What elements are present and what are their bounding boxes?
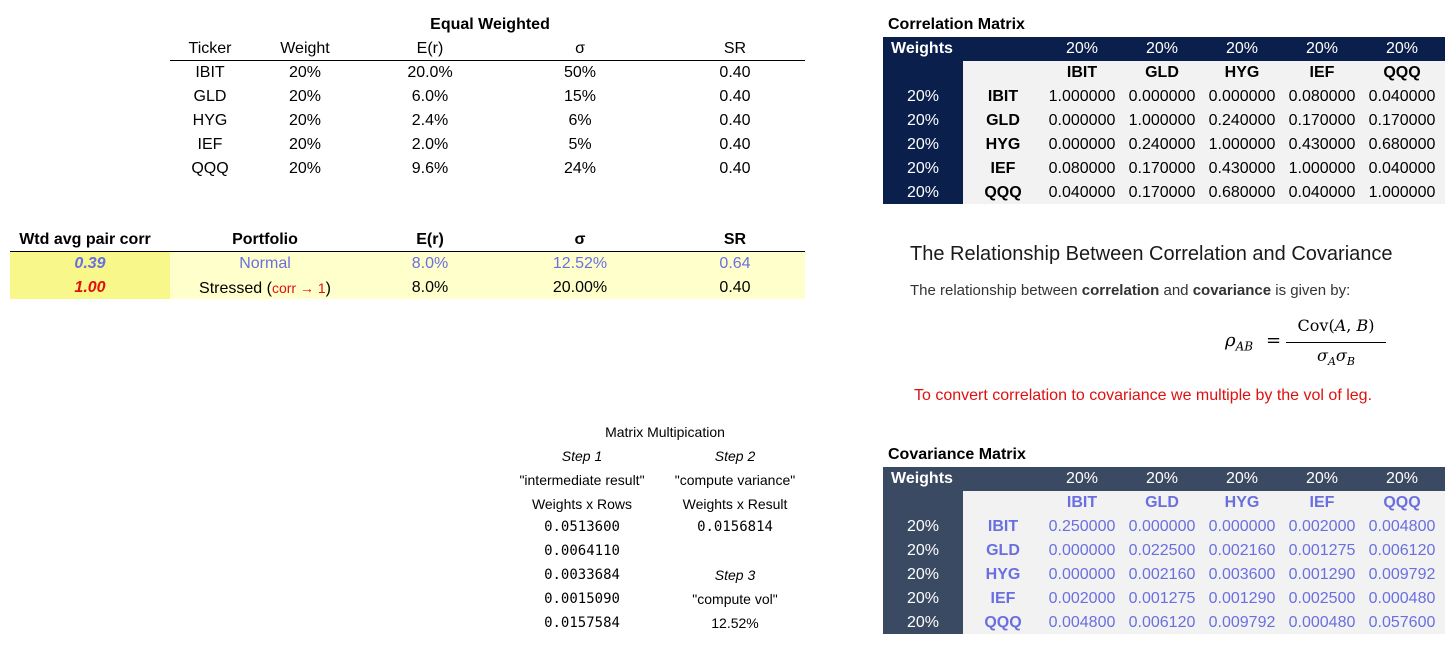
ew-cell-ticker: IBIT xyxy=(195,64,225,81)
ew-cell-er: 9.6% xyxy=(411,160,449,177)
row-ticker-ibit: IBIT xyxy=(987,88,1019,105)
matrix-cell: 0.000000 xyxy=(1048,112,1116,129)
matrix-cell: 0.002160 xyxy=(1208,542,1276,559)
correlation-formula xyxy=(1222,316,1392,372)
matrix-cell: 0.002160 xyxy=(1128,566,1196,583)
matrix-cell: 0.001275 xyxy=(1128,590,1196,607)
ew-cell-sr: 0.40 xyxy=(719,160,751,177)
explanation-text-post: is given by: xyxy=(1271,282,1351,299)
ew-cell-sigma: 15% xyxy=(563,88,597,105)
col-ticker-gld: GLD xyxy=(1145,494,1179,511)
ew-cell-ticker: IEF xyxy=(197,136,223,153)
row-weight: 20% xyxy=(906,566,940,583)
matrix-cell: 1.000000 xyxy=(1048,88,1116,105)
matrix-cell: 0.022500 xyxy=(1128,542,1196,559)
matrix-cell: 1.000000 xyxy=(1208,136,1276,153)
col-header-sigma-2: σ xyxy=(574,231,586,248)
normal-corr: 0.39 xyxy=(74,255,106,272)
stressed-er: 8.0% xyxy=(411,279,449,296)
col-header-er: E(r) xyxy=(416,40,444,57)
ew-cell-sigma: 24% xyxy=(563,160,597,177)
matrix-cell: 0.004800 xyxy=(1368,518,1436,535)
row-ticker-qqq: QQQ xyxy=(984,614,1022,631)
mm-step1-sub: Weights x Rows xyxy=(531,496,633,512)
mm-step1-value: 0.0157584 xyxy=(544,615,620,631)
row-ticker-qqq: QQQ xyxy=(984,184,1022,201)
matrix-cell: 0.680000 xyxy=(1368,136,1436,153)
mm-step3: Step 3 xyxy=(714,567,756,583)
formula-fraction-bar xyxy=(1286,342,1386,343)
matrix-cell: 1.000000 xyxy=(1368,184,1436,201)
col-header-er-2: E(r) xyxy=(416,231,444,248)
matrix-cell: 0.040000 xyxy=(1368,160,1436,177)
stressed-label-text: Stressed ( xyxy=(199,280,272,297)
matrix-cell: 0.000000 xyxy=(1048,542,1116,559)
ew-cell-er: 2.4% xyxy=(411,112,449,129)
mm-step1-value: 0.0513600 xyxy=(544,519,620,535)
matrix-cell: 0.001290 xyxy=(1208,590,1276,607)
matrix-cell: 0.250000 xyxy=(1048,518,1116,535)
row-ticker-gld: GLD xyxy=(986,112,1020,129)
mm-step1-desc: "intermediate result" xyxy=(519,472,645,488)
matrix-cell: 0.080000 xyxy=(1048,160,1116,177)
matrix-cell: 0.000000 xyxy=(1048,136,1116,153)
formula-denominator: $\sigma_A\sigma_B$ xyxy=(1317,346,1355,369)
ew-cell-sigma: 6% xyxy=(568,112,592,129)
ew-cell-weight: 20% xyxy=(288,88,322,105)
col-header-sigma: σ xyxy=(575,40,585,57)
matrix-cell: 0.240000 xyxy=(1128,136,1196,153)
mm-title: Matrix Multipication xyxy=(605,424,725,440)
col-ticker-ief: IEF xyxy=(1309,494,1335,511)
row-ticker-gld: GLD xyxy=(986,542,1020,559)
matrix-cell: 1.000000 xyxy=(1128,112,1196,129)
ew-cell-weight: 20% xyxy=(288,136,322,153)
col-ticker-hyg: HYG xyxy=(1224,64,1260,81)
mm-variance: 0.0156814 xyxy=(697,519,773,535)
mm-step2: Step 2 xyxy=(714,448,756,464)
mm-step2-desc: "compute variance" xyxy=(674,472,796,488)
correlation-matrix-title: Correlation Matrix xyxy=(888,16,1025,33)
col-weight: 20% xyxy=(1065,40,1099,57)
col-weight: 20% xyxy=(1305,40,1339,57)
matrix-cell: 0.057600 xyxy=(1368,614,1436,631)
ew-cell-sr: 0.40 xyxy=(719,64,751,81)
col-header-weight: Weight xyxy=(280,40,330,57)
row-weight: 20% xyxy=(906,542,940,559)
col-weight: 20% xyxy=(1225,470,1259,487)
col-ticker-ibit: IBIT xyxy=(1066,494,1098,511)
matrix-cell: 0.000000 xyxy=(1208,518,1276,535)
matrix-cell: 0.002000 xyxy=(1288,518,1356,535)
matrix-cell: 0.002000 xyxy=(1048,590,1116,607)
col-weight: 20% xyxy=(1145,40,1179,57)
matrix-cell: 0.002500 xyxy=(1288,590,1356,607)
ew-cell-er: 2.0% xyxy=(411,136,449,153)
mm-step1-value: 0.0064110 xyxy=(544,543,620,559)
row-weight: 20% xyxy=(906,88,940,105)
row-weight: 20% xyxy=(906,112,940,129)
col-header-sr: SR xyxy=(723,40,747,57)
row-ticker-hyg: HYG xyxy=(985,136,1021,153)
row-weight: 20% xyxy=(906,184,940,201)
formula-numerator: Cov(A, B) xyxy=(1297,316,1375,335)
mm-step1-value: 0.0033684 xyxy=(544,567,620,583)
matrix-cell: 0.080000 xyxy=(1288,88,1356,105)
row-weight: 20% xyxy=(906,590,940,607)
matrix-cell: 0.006120 xyxy=(1368,542,1436,559)
matrix-cell: 0.040000 xyxy=(1048,184,1116,201)
stressed-sigma: 20.00% xyxy=(552,279,608,296)
stressed-corr: 1.00 xyxy=(74,279,106,296)
col-header-sr-2: SR xyxy=(723,231,747,248)
matrix-cell: 0.003600 xyxy=(1208,566,1276,583)
col-ticker-ief: IEF xyxy=(1309,64,1335,81)
matrix-cell: 0.000000 xyxy=(1208,88,1276,105)
formula-equals: = xyxy=(1266,330,1282,351)
ew-cell-weight: 20% xyxy=(288,112,322,129)
row-weight: 20% xyxy=(906,160,940,177)
col-weight: 20% xyxy=(1385,470,1419,487)
stressed-label-corr: corr → 1 xyxy=(271,280,326,296)
mm-step1-value: 0.0015090 xyxy=(544,591,620,607)
ew-cell-ticker: GLD xyxy=(193,88,227,105)
explanation-text-pre: The relationship between xyxy=(910,282,1082,299)
ew-cell-er: 20.0% xyxy=(407,64,453,81)
matrix-cell: 0.004800 xyxy=(1048,614,1116,631)
matrix-cell: 0.170000 xyxy=(1368,112,1436,129)
normal-label: Normal xyxy=(239,255,291,272)
col-ticker-qqq: QQQ xyxy=(1383,64,1421,81)
col-header-ticker: Ticker xyxy=(188,40,232,57)
matrix-cell: 0.000480 xyxy=(1288,614,1356,631)
stressed-sr: 0.40 xyxy=(719,279,751,296)
mm-step1: Step 1 xyxy=(561,448,603,464)
matrix-cell: 0.680000 xyxy=(1208,184,1276,201)
row-weight: 20% xyxy=(906,518,940,535)
matrix-cell: 0.009792 xyxy=(1368,566,1436,583)
matrix-cell: 0.001275 xyxy=(1288,542,1356,559)
matrix-cell: 1.000000 xyxy=(1288,160,1356,177)
ew-cell-weight: 20% xyxy=(288,64,322,81)
matrix-cell: 0.000000 xyxy=(1048,566,1116,583)
normal-sr: 0.64 xyxy=(719,255,751,272)
conversion-note: To convert correlation to covariance we multiple by the vol of leg. xyxy=(914,387,1373,404)
normal-sigma: 12.52% xyxy=(552,255,608,272)
matrix-cell: 0.001290 xyxy=(1288,566,1356,583)
corr-weights-label: Weights xyxy=(891,40,953,57)
col-header-portfolio: Portfolio xyxy=(232,231,298,248)
ew-cell-sr: 0.40 xyxy=(719,88,751,105)
ew-cell-weight: 20% xyxy=(288,160,322,177)
matrix-cell: 0.170000 xyxy=(1288,112,1356,129)
explanation-text-correlation: correlation xyxy=(1081,282,1160,299)
explanation-text-covariance: covariance xyxy=(1192,282,1272,299)
row-ticker-hyg: HYG xyxy=(985,566,1021,583)
ew-cell-sigma: 5% xyxy=(568,136,592,153)
col-ticker-qqq: QQQ xyxy=(1383,494,1421,511)
col-ticker-hyg: HYG xyxy=(1224,494,1260,511)
explanation-text-mid: and xyxy=(1159,282,1193,299)
ew-cell-er: 6.0% xyxy=(411,88,449,105)
covariance-matrix-title: Covariance Matrix xyxy=(888,446,1026,463)
mm-vol: 12.52% xyxy=(711,615,759,631)
stressed-label xyxy=(180,276,350,300)
row-ticker-ief: IEF xyxy=(990,590,1016,607)
formula-rho: $\rho_{AB}$ xyxy=(1225,330,1254,354)
col-weight: 20% xyxy=(1305,470,1339,487)
matrix-cell: 0.006120 xyxy=(1128,614,1196,631)
col-ticker-gld: GLD xyxy=(1145,64,1179,81)
matrix-cell: 0.000000 xyxy=(1128,518,1196,535)
ew-cell-sigma: 50% xyxy=(563,64,597,81)
matrix-cell: 0.430000 xyxy=(1288,136,1356,153)
cov-weights-label: Weights xyxy=(891,470,953,487)
col-weight: 20% xyxy=(1225,40,1259,57)
matrix-cell: 0.000000 xyxy=(1128,88,1196,105)
col-weight: 20% xyxy=(1065,470,1099,487)
stressed-label-end: ) xyxy=(325,280,331,297)
row-weight: 20% xyxy=(906,614,940,631)
ew-cell-sr: 0.40 xyxy=(719,136,751,153)
ew-cell-sr: 0.40 xyxy=(719,112,751,129)
col-weight: 20% xyxy=(1385,40,1419,57)
mm-step3-desc: "compute vol" xyxy=(692,591,778,607)
matrix-cell: 0.040000 xyxy=(1288,184,1356,201)
col-ticker-ibit: IBIT xyxy=(1066,64,1098,81)
col-weight: 20% xyxy=(1145,470,1179,487)
ew-cell-ticker: QQQ xyxy=(191,160,229,177)
matrix-cell: 0.040000 xyxy=(1368,88,1436,105)
matrix-cell: 0.170000 xyxy=(1128,160,1196,177)
matrix-cell: 0.430000 xyxy=(1208,160,1276,177)
row-ticker-ief: IEF xyxy=(990,160,1016,177)
explanation-heading: The Relationship Between Correlation and Covariance xyxy=(910,243,1393,265)
explanation-text xyxy=(910,280,1350,302)
row-ticker-ibit: IBIT xyxy=(987,518,1019,535)
equal-weighted-title: Equal Weighted xyxy=(430,16,550,33)
matrix-cell: 0.170000 xyxy=(1128,184,1196,201)
col-header-wtd-corr: Wtd avg pair corr xyxy=(19,231,151,248)
mm-step2-sub: Weights x Result xyxy=(682,496,788,512)
row-weight: 20% xyxy=(906,136,940,153)
ew-cell-ticker: HYG xyxy=(192,112,228,129)
matrix-cell: 0.000480 xyxy=(1368,590,1436,607)
matrix-cell: 0.009792 xyxy=(1208,614,1276,631)
normal-er: 8.0% xyxy=(411,255,449,272)
matrix-cell: 0.240000 xyxy=(1208,112,1276,129)
